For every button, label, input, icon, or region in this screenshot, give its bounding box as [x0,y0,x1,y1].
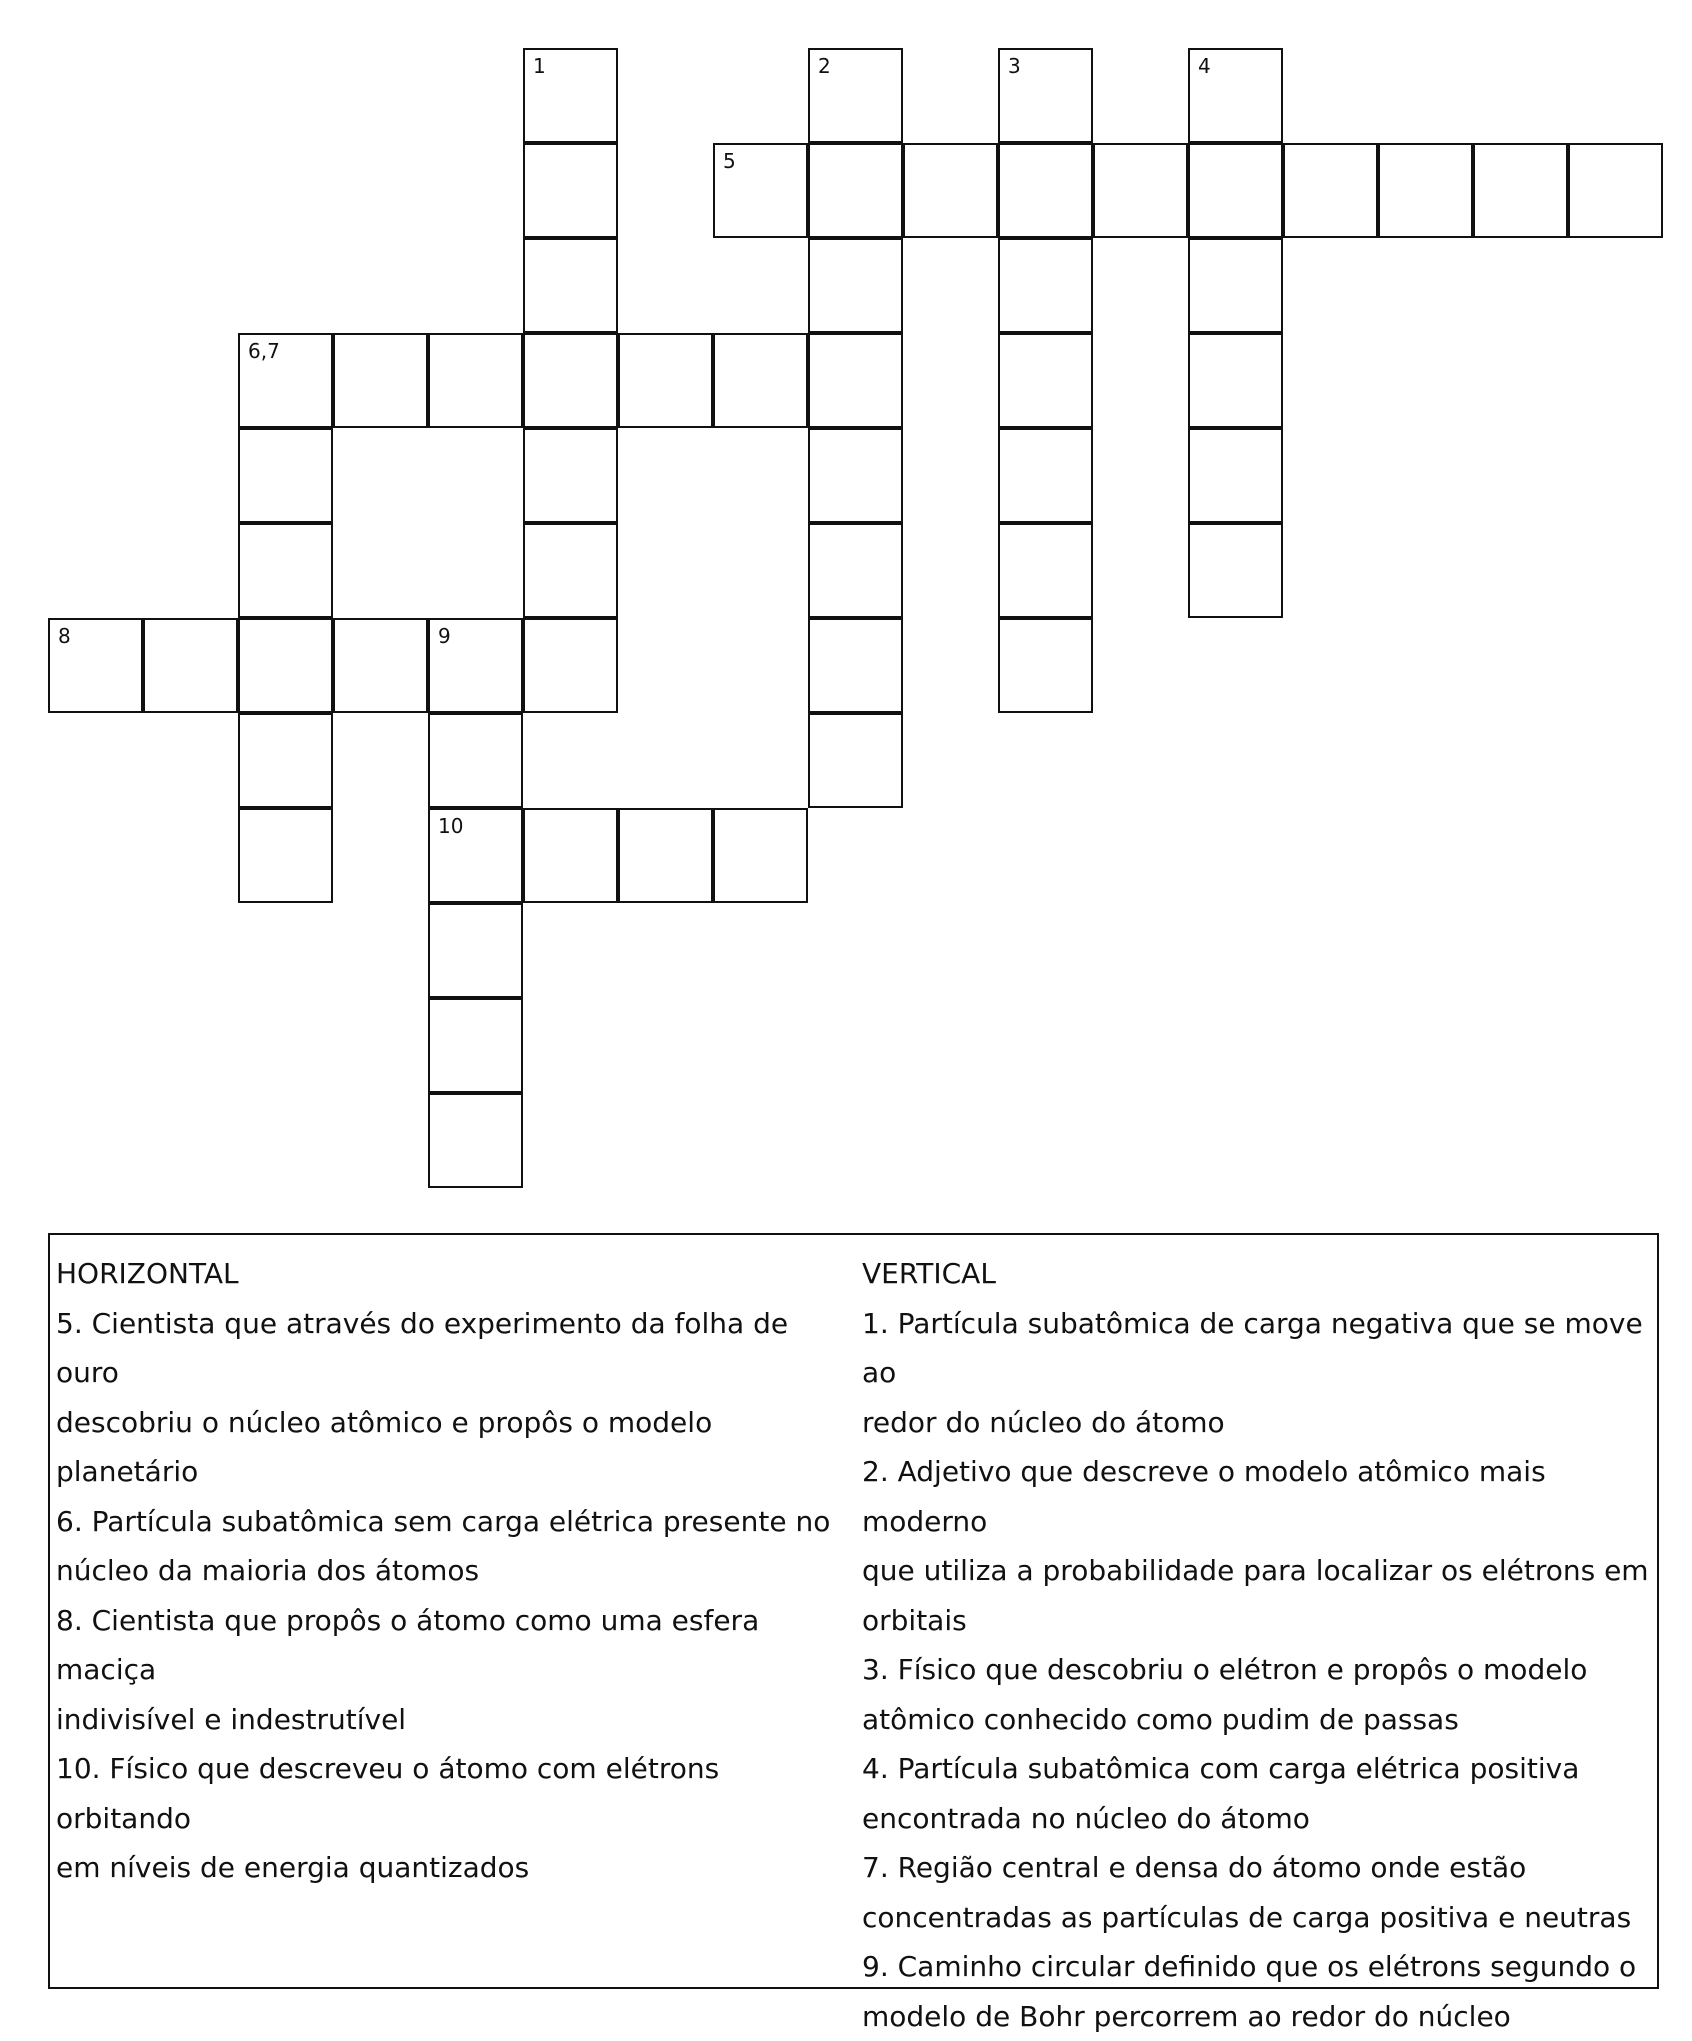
grid-cell[interactable] [1188,428,1283,523]
clue-line: 9. Caminho circular definido que os elétrons segundo o [862,1942,1652,1992]
grid-cell[interactable] [1188,238,1283,333]
grid-cell[interactable] [238,333,333,428]
grid-cell[interactable] [238,713,333,808]
grid-cell[interactable] [1568,143,1663,238]
grid-cell[interactable] [428,713,523,808]
grid-cell[interactable] [523,333,618,428]
grid-cell[interactable] [713,333,808,428]
clue-number: 4 [1198,56,1211,76]
grid-cell[interactable] [1188,143,1283,238]
clue-number: 10 [438,816,463,836]
horizontal-clues [56,1249,846,1893]
clue-number: 5 [723,151,736,171]
grid-cell[interactable] [238,618,333,713]
clue-line: 4. Partícula subatômica com carga elétrica positiva [862,1744,1652,1794]
clue-number: 6,7 [248,341,280,361]
grid-cell[interactable] [1473,143,1568,238]
grid-cell[interactable] [48,618,143,713]
clue-line: atômico conhecido como pudim de passas [862,1695,1652,1745]
clue-line: que utiliza a probabilidade para localizar os elétrons em [862,1546,1652,1596]
grid-cell[interactable] [1093,143,1188,238]
grid-cell[interactable] [238,523,333,618]
grid-cell[interactable] [428,618,523,713]
grid-cell[interactable] [1188,48,1283,143]
vertical-heading: VERTICAL [862,1249,1652,1299]
clue-number: 9 [438,626,451,646]
horizontal-heading: HORIZONTAL [56,1249,846,1299]
grid-cell[interactable] [808,523,903,618]
clue-line: 5. Cientista que através do experimento da folha de ouro [56,1299,846,1398]
clue-line: encontrada no núcleo do átomo [862,1794,1652,1844]
grid-cell[interactable] [998,333,1093,428]
grid-cell[interactable] [808,618,903,713]
clue-line: 3. Físico que descobriu o elétron e propôs o modelo [862,1645,1652,1695]
clue-number: 8 [58,626,71,646]
clue-line: em níveis de energia quantizados [56,1843,846,1893]
grid-cell[interactable] [523,238,618,333]
grid-cell[interactable] [998,143,1093,238]
grid-cell[interactable] [428,333,523,428]
grid-cell[interactable] [523,523,618,618]
grid-cell[interactable] [1378,143,1473,238]
grid-cell[interactable] [238,428,333,523]
grid-cell[interactable] [808,333,903,428]
clue-line: 8. Cientista que propôs o átomo como uma esfera maciça [56,1596,846,1695]
grid-cell[interactable] [618,808,713,903]
grid-cell[interactable] [1283,143,1378,238]
grid-cell[interactable] [998,238,1093,333]
clue-number: 3 [1008,56,1021,76]
grid-cell[interactable] [428,808,523,903]
grid-cell[interactable] [333,333,428,428]
clues-box [48,1233,1659,1989]
clue-line: descobriu o núcleo atômico e propôs o modelo planetário [56,1398,846,1497]
clue-line: 10. Físico que descreveu o átomo com elétrons orbitando [56,1744,846,1843]
clue-line: 6. Partícula subatômica sem carga elétrica presente no [56,1497,846,1547]
grid-cell[interactable] [618,333,713,428]
grid-cell[interactable] [523,428,618,523]
grid-cell[interactable] [523,618,618,713]
grid-cell[interactable] [238,808,333,903]
grid-cell[interactable] [713,808,808,903]
grid-cell[interactable] [1188,333,1283,428]
grid-cell[interactable] [713,143,808,238]
grid-cell[interactable] [143,618,238,713]
clue-line: indivisível e indestrutível [56,1695,846,1745]
grid-cell[interactable] [523,808,618,903]
grid-cell[interactable] [333,618,428,713]
grid-cell[interactable] [428,1093,523,1188]
grid-cell[interactable] [808,143,903,238]
clue-line: núcleo da maioria dos átomos [56,1546,846,1596]
clue-line: concentradas as partículas de carga positiva e neutras [862,1893,1652,1943]
clue-number: 2 [818,56,831,76]
clue-line: 7. Região central e densa do átomo onde estão [862,1843,1652,1893]
clue-line: 2. Adjetivo que descreve o modelo atômico mais moderno [862,1447,1652,1546]
vertical-clues [862,1249,1652,2041]
grid-cell[interactable] [808,428,903,523]
grid-cell[interactable] [523,48,618,143]
grid-cell[interactable] [523,143,618,238]
clue-line: redor do núcleo do átomo [862,1398,1652,1448]
grid-cell[interactable] [428,998,523,1093]
grid-cell[interactable] [998,428,1093,523]
grid-cell[interactable] [903,143,998,238]
grid-cell[interactable] [808,48,903,143]
grid-cell[interactable] [1188,523,1283,618]
grid-cell[interactable] [428,903,523,998]
clue-line: orbitais [862,1596,1652,1646]
clue-line: 1. Partícula subatômica de carga negativa que se move ao [862,1299,1652,1398]
grid-cell[interactable] [808,238,903,333]
clue-number: 1 [533,56,546,76]
clue-line: modelo de Bohr percorrem ao redor do núcleo [862,1992,1652,2041]
grid-cell[interactable] [998,523,1093,618]
grid-cell[interactable] [808,713,903,808]
grid-cell[interactable] [998,48,1093,143]
grid-cell[interactable] [998,618,1093,713]
